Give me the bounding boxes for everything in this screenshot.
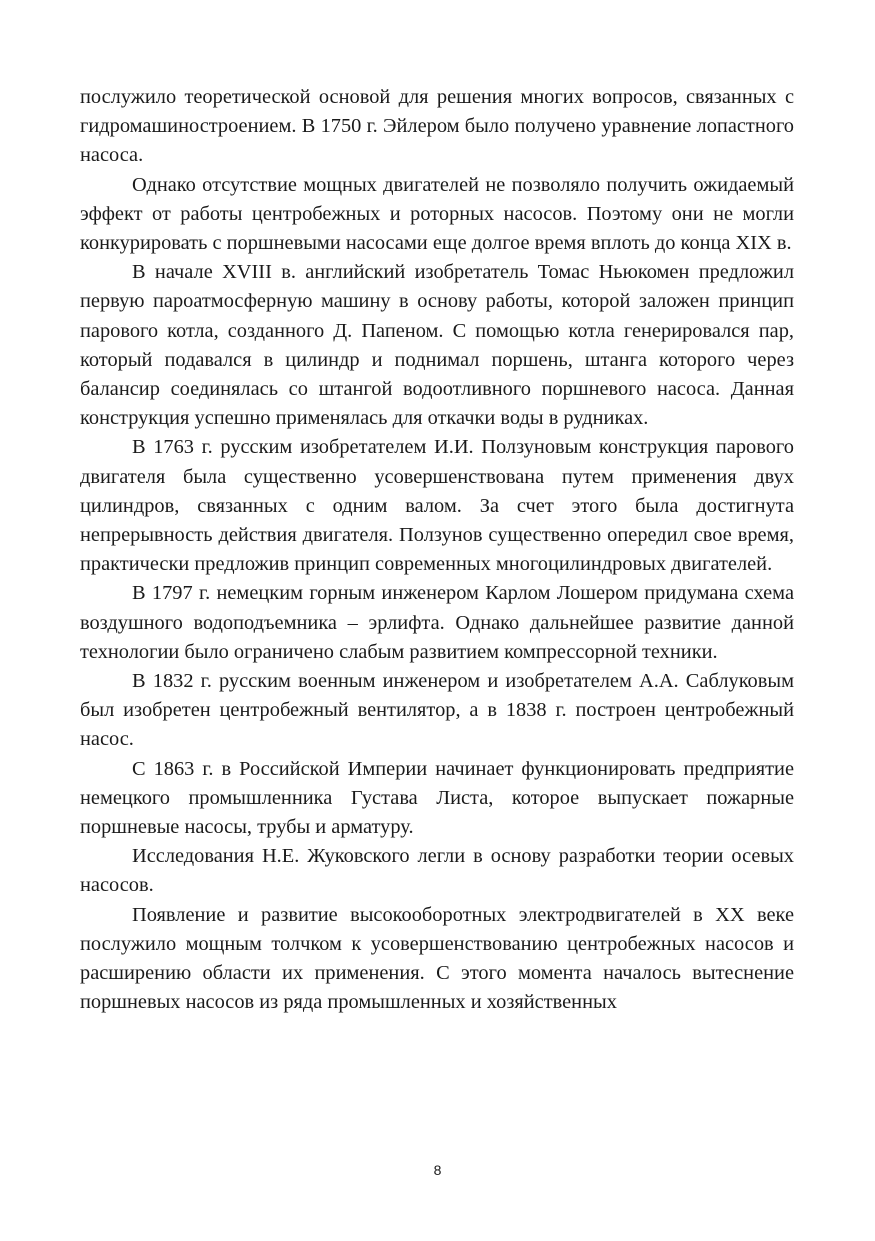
paragraph-newcomen: В начале XVIII в. английский изобретатель Томас Ньюкомен предложил первую пароатмосферную машину в основу работы, которой заложен принцип парового котла, созданного Д. Папеном. С помощью котла генерировался пар, который подавался в цилиндр и поднимал поршень, штанга которого через балансир соединялась со штангой водоотливного поршневого насоса. Данная конструкция успешно применялась для откачки воды в рудниках. (80, 261, 794, 430)
paragraph-electromotors: Появление и развитие высокооборотных электродвигателей в XX веке послужило мощным толчком к усовершенствованию центробежных насосов и расширению области их применения. С этого момента началось вытеснение поршневых насосов из ряда промышленных и хозяйственных (80, 903, 794, 1014)
paragraph-sablukov: В 1832 г. русским военным инженером и изобретателем А.А. Саблуковым был изобретен центробежный вентилятор, а в 1838 г. построен центробежный насос. (80, 670, 794, 751)
paragraph-engines: Однако отсутствие мощных двигателей не позволяло получить ожидаемый эффект от работы центробежных и роторных насосов. Поэтому они не могли конкурировать с поршневыми насосами еще долгое время вплоть до конца XIX в. (80, 173, 794, 255)
page-number: 8 (433, 1162, 442, 1178)
body-text (80, 83, 794, 1018)
paragraph-list: С 1863 г. в Российской Империи начинает функционировать предприятие немецкого промышленника Густава Листа, которое выпускает пожарные поршневые насосы, трубы и арматуру. (80, 757, 794, 839)
paragraph-losher: В 1797 г. немецким горным инженером Карлом Лошером придумана схема воздушного водоподъемника – эрлифта. Однако дальнейшее развитие данной технологии было ограничено слабым развитием компрессорной техники. (80, 582, 794, 663)
paragraph-continuation: послужило теоретической основой для решения многих вопросов, связанных с гидромашиностроением. В 1750 г. Эйлером было получено уравнение лопастного насоса. (80, 86, 794, 167)
paragraph-polzunov: В 1763 г. русским изобретателем И.И. Ползуновым конструкция парового двигателя была существенно усовершенствована путем применения двух цилиндров, связанных с одним валом. За счет этого была достигнута непрерывность действия двигателя. Ползунов существенно опередил свое время, практически предложив принцип современных многоцилиндровых двигателей. (80, 436, 794, 576)
paragraph-zhukovsky: Исследования Н.Е. Жуковского легли в основу разработки теории осевых насосов. (80, 845, 794, 897)
